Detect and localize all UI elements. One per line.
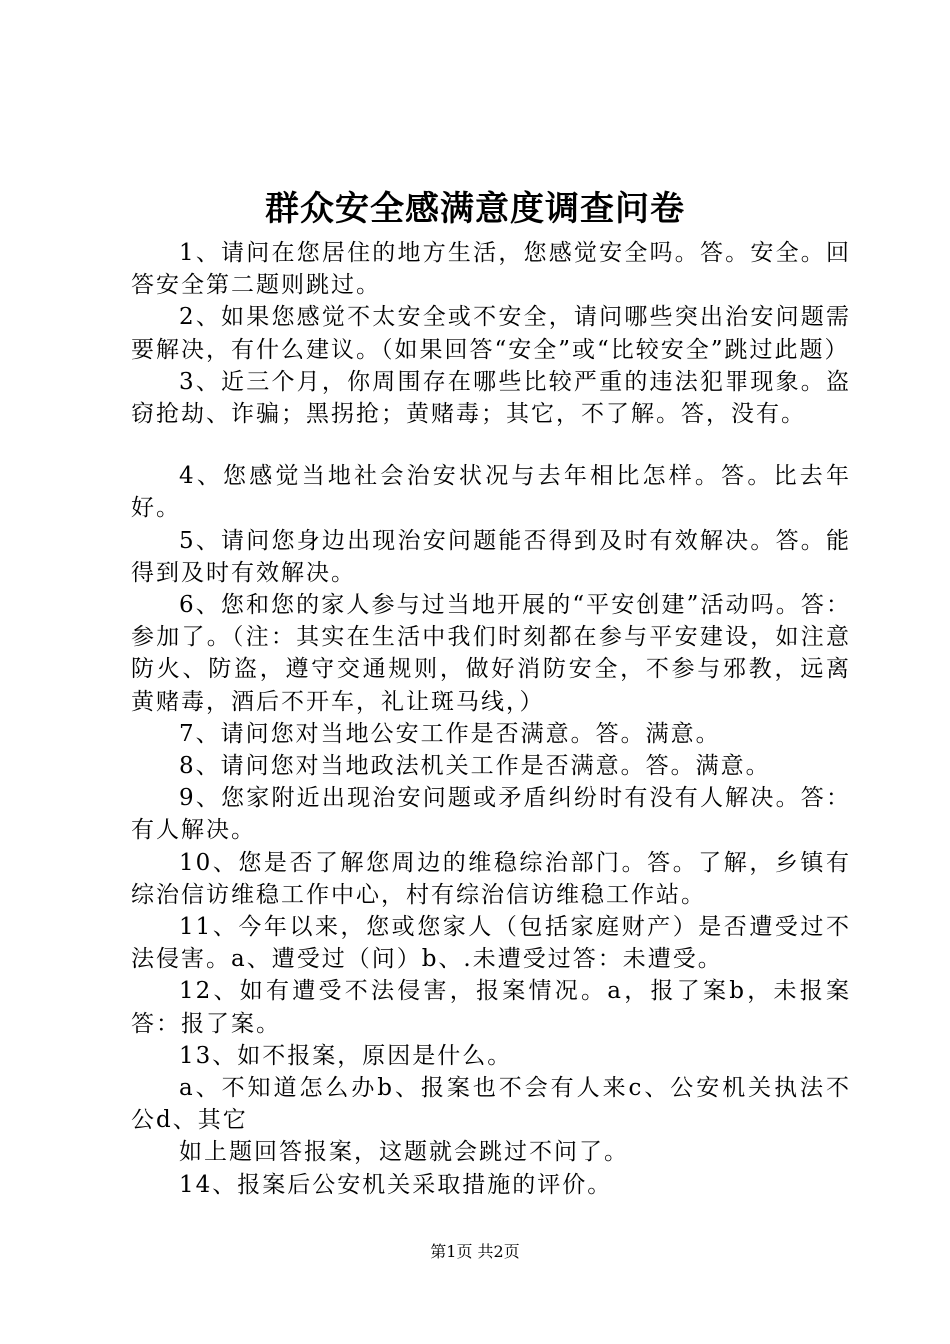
question-13: 13、如不报案，原因是什么。 (179, 1042, 513, 1069)
question-6: 6、您和您的家人参与过当地开展的“平安创建”活动吗。答：参加了。（注：其实在生活中我们时刻都在参与平安建设，如注意防火、防盗，遵守交通规则，做好消防安全，不参与邪教，远离黄赌毒，酒后不开车，礼让斑马线，） (131, 592, 851, 715)
question-10: 10、您是否了解您周边的维稳综治部门。答。了解，乡镇有综治信访维稳工作中心，村有综治信访维稳工作站。 (131, 849, 851, 908)
question-8: 8、请问您对当地政法机关工作是否满意。答。满意。 (179, 753, 771, 780)
question-1: 1、请问在您居住的地方生活，您感觉安全吗。答。安全。回答安全第二题则跳过。 (131, 240, 851, 299)
question-5: 5、请问您身边出现治安问题能否得到及时有效解决。答。能得到及时有效解决。 (131, 527, 851, 586)
question-11: 11、今年以来，您或您家人（包括家庭财产）是否遭受过不法侵害。a、遭受过（问）b、.未遭受过答：未遭受。 (131, 914, 851, 973)
question-13-note: 如上题回答报案，这题就会跳过不问了。 (179, 1139, 629, 1166)
question-13-options: a、不知道怎么办b、报案也不会有人来c、公安机关执法不公d、其它 (131, 1075, 851, 1134)
page-footer: 第1页 共2页 (430, 1242, 520, 1261)
document-body (131, 237, 851, 1201)
question-3: 3、近三个月，你周围存在哪些比较严重的违法犯罪现象。盗窃抢劫、诈骗；黑拐抢；黄赌毒；其它，不了解。答，没有。 (131, 368, 851, 428)
question-7: 7、请问您对当地公安工作是否满意。答。满意。 (179, 720, 721, 747)
document-title: 群众安全感满意度调查问卷 (265, 189, 685, 229)
question-9: 9、您家附近出现治安问题或矛盾纠纷时有没有人解决。答：有人解决。 (131, 785, 851, 844)
question-2: 2、如果您感觉不太安全或不安全，请问哪些突出治安问题需要解决，有什么建议。（如果回答“安全”或“比较安全”跳过此题） (131, 304, 851, 363)
question-14: 14、报案后公安机关采取措施的评价。 (179, 1171, 613, 1198)
question-12: 12、如有遭受不法侵害，报案情况。a，报了案b，未报案答：报了案。 (131, 978, 851, 1037)
question-4: 4、您感觉当地社会治安状况与去年相比怎样。答。比去年好。 (131, 463, 851, 522)
paragraph-gap (131, 430, 851, 460)
